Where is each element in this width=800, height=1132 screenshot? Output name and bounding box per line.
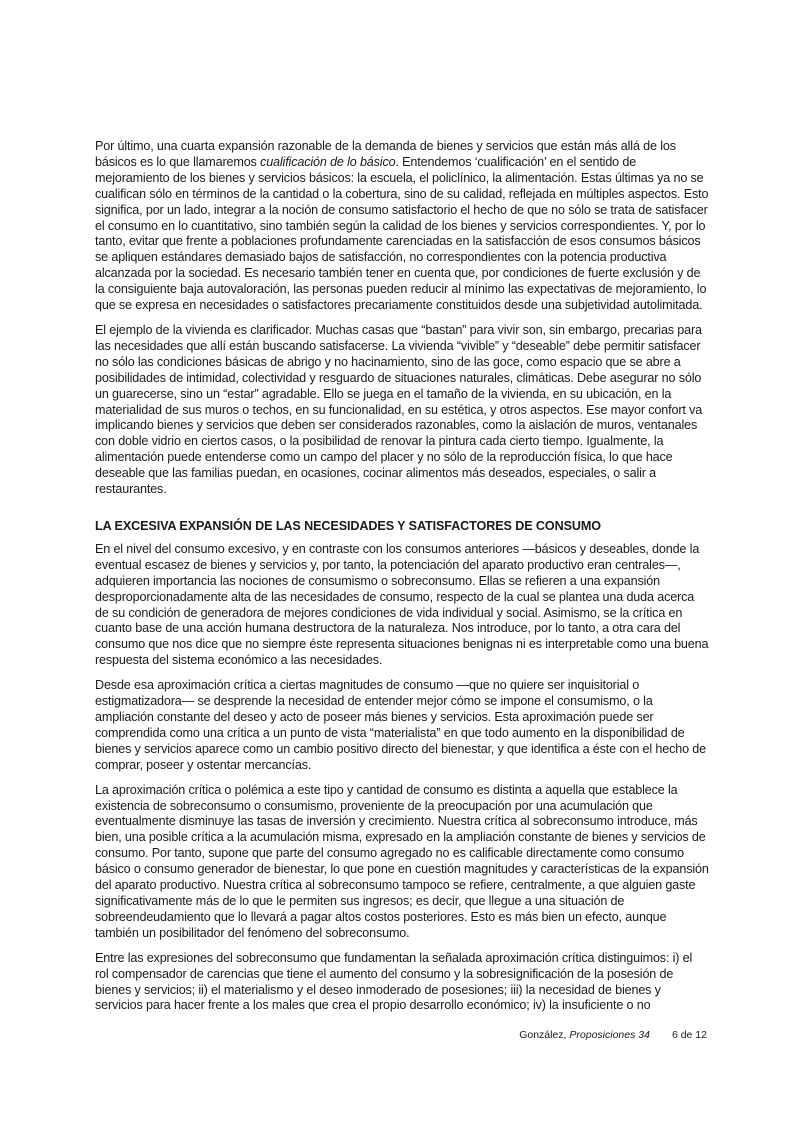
paragraph-cualificacion xyxy=(95,139,709,314)
section-heading: LA EXCESIVA EXPANSIÓN DE LAS NECESIDADES Y SATISFACTORES DE CONSUMO xyxy=(95,518,601,533)
document-body xyxy=(95,139,709,1023)
footer-author: González, xyxy=(519,1029,570,1041)
paragraph-text: . Entendemos ‘cualificación’ en el sentido de mejoramiento de los bienes y servicios básicos: la escuela, el policlínico, la alimentación. Estas últimas ya no se cualifican sólo en términos de la cantidad o la cobertura, sino de su calidad, reflejada en múltiples aspectos. Esto significa, por un lado, integrar a la noción de consumo satisfactorio el hecho de que no sólo se trata de satisfacer el consumo en lo cuantitativo, sino también según la calidad de los bienes y servicios correspondientes. Y, por lo tanto, evitar que frente a poblaciones profundamente carenciadas en la satisfacción de esos consumos básicos se apliquen estándares demasiado bajos de satisfacción, no correspondientes con la potencia productiva alcanzada por la sociedad. Es necesario también tener en cuenta que, por condiciones de fuerte exclusión y de la consiguiente baja autovaloración, las personas pueden reducir al mínimo las expectativas de mejoramiento, lo que se expresa en necesidades o satisfactores precariamente constituidos desde una subjetividad autolimitada. xyxy=(95,154,709,313)
emphasized-term: cualificación de lo básico xyxy=(260,154,396,169)
paragraph-aproximacion-critica: Desde esa aproximación crítica a ciertas magnitudes de consumo —que no quiere ser inquisitorial o estigmatizadora— se desprende la necesidad de entender mejor cómo se impone el consumismo, o la ampliación constante del deseo y acto de poseer más bienes y servicios. Esta aproximación puede ser comprendida como una crítica a un punto de vista “materialista” en que todo aumento en la disponibilidad de bienes y servicios aparece como un cambio positivo directo del bienestar, y que identifica a éste con el hecho de comprar, poseer y ostentar mercancías. xyxy=(95,678,707,772)
page-footer xyxy=(519,1029,707,1042)
paragraph-expresiones: Entre las expresiones del sobreconsumo que fundamentan la señalada aproximación crítica distinguimos: i) el rol compensador de carencias que tiene el aumento del consumo y la sobresignificación de la posesión de bienes y servicios; ii) el materialismo y el deseo inmoderado de posesiones; iii) la necesidad de bienes y servicios para hacer frente a los males que crea el propio desarrollo económico; iv) la insuficiente o no xyxy=(95,950,693,1013)
page-number: 6 de 12 xyxy=(671,1029,707,1041)
paragraph-vivienda: El ejemplo de la vivienda es clarificador. Muchas casas que “bastan” para vivir son, sin embargo, precarias para las necesidades que allí están buscando satisfacerse. La vivienda “vivible” y “deseable” debe permitir satisfacer no sólo las condiciones básicas de abrigo y no hacinamiento, sino de las goce, como espacio que se abre a posibilidades de intimidad, colectividad y resguardo de situaciones naturales, climáticas. Debe asegurar no sólo un guarecerse, sino un “estar” agradable. Ello se juega en el tamaño de la vivienda, en su ubicación, en la materialidad de sus muros o techos, en su funcionalidad, en su estética, y otros aspectos. Ese mayor confort va implicando bienes y servicios que deben ser considerados razonables, como la aislación de muros, ventanales con doble vidrio en ciertos casos, o la posibilidad de renovar la pintura cada cierto tiempo. Igualmente, la alimentación puede entenderse como un campo del placer y no sólo de la reproducción física, lo que hace deseable que las familias puedan, en ocasiones, cocinar alimentos más deseados, especiales, o salir a restaurantes. xyxy=(95,322,703,497)
paragraph-text: Por último, una cuarta expansión razonable de la demanda de bienes y servicios que están más allá de los básicos es lo que llamaremos xyxy=(95,139,676,169)
paragraph-sobreconsumo: La aproximación crítica o polémica a este tipo y cantidad de consumo es distinta a aquella que establece la existencia de sobreconsumo o consumismo, proveniente de la preocupación por una acumulación que eventualmente disminuye las tasas de inversión y crecimiento. Nuestra crítica al sobreconsumo introduce, más bien, una posible crítica a la acumulación misma, expresado en la ampliación constante de bienes y servicios de consumo. Por tanto, supone que parte del consumo agregado no es calificable directamente como consumo básico o consumo generador de bienestar, lo que pone en cuestión magnitudes y características de la expansión del aparato productivo. Nuestra crítica al sobreconsumo tampoco se refiere, centralmente, a que alguien gaste significativamente más de lo que le permiten sus ingresos; es decir, que llegue a una situación de sobreendeudamiento que lo llevará a pagar altos costos posteriores. Esto es más bien un efecto, aunque también un posibilitador del fenómeno del sobreconsumo. xyxy=(95,782,709,940)
footer-journal: Proposiciones 34 xyxy=(569,1029,650,1041)
paragraph-consumo-excesivo: En el nivel del consumo excesivo, y en contraste con los consumos anteriores —básicos y deseables, donde la eventual escasez de bienes y servicios y, por tanto, la potenciación del aparato productivo eran centrales—, adquieren importancia las nociones de consumismo o sobreconsumo. Ellas se refieren a una expansión desproporcionadamente alta de las necesidades de consumo, respecto de la cual se plantea una duda acerca de su condición de generadora de mejores condiciones de vida individual y social. Asimismo, se la crítica en cuanto base de una acción humana destructora de la naturaleza. Nos introduce, por lo tanto, a otra cara del consumo que nos dice que no siempre éste representa situaciones benignas ni es interpretable como una buena respuesta del sistema económico a las necesidades. xyxy=(95,541,709,668)
